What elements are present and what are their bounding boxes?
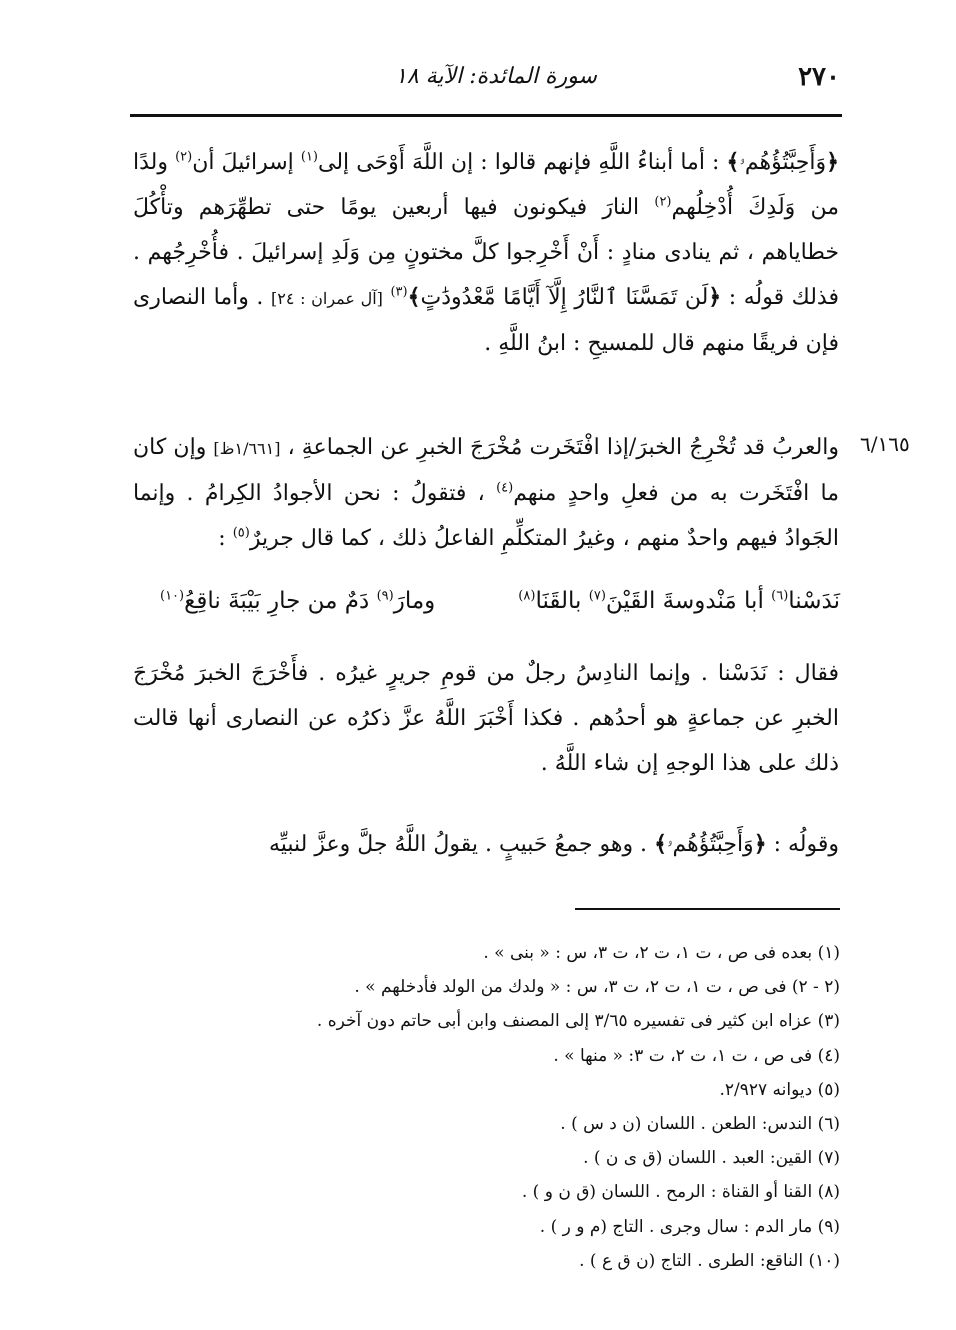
- paragraph-1: ﴿وَأَحِبَّتُؤُهُمۥ﴾ : أما أبناءُ اللَّهِ فإنهم قالوا : إن اللَّهَ أَوْحَى إلى$^{(١)}$ إسرائيلَ أن$^{(٢)}$ ولدًا من وَلَدِكَ أُدْخِلُهم$^{(٢)}$ النارَ فيكونون فيها أربعين يومًا حتى تطهِّرَهم وتأْكُلَ خطاياهم ، ثم ينادى منادٍ : أَنْ أَخْرِجوا كلَّ مختونٍ مِن وَلَدِ إسرائيلَ . فأُخْرِجُهم . فذلك قولُه : ﴿لَن تَمَسَّنَا ٱلنَّارُ إِلَّآ أَيَّامًا مَّعْدُودَٰتٍ﴾$^{(٣)}$ [آل عمران : ٢٤] . وأما النصارى فإن فريقًا منهم قال للمسيحِ : ابنُ اللَّهِ .: [133, 149, 840, 356]
- paragraph-1-text-b: إسرائيلَ أن: [192, 150, 294, 175]
- footnote-ref-5: (٥): [232, 525, 250, 541]
- footnote-ref-10: (١٠): [160, 588, 185, 604]
- page-number: ٢٧٠: [798, 62, 840, 92]
- paragraph-2: [133, 425, 839, 561]
- footnote-rule: [575, 908, 840, 910]
- paragraph-1-text-d: النارَ فيكونون فيها أربعين يومًا حتى تطهِّرَهم وتأْكُلَ خطاياهم ، ثم ينادى منادٍ : أَنْ أَخْرِجوا كلَّ مختونٍ مِن وَلَدِ إسرائيلَ . فأُخْرِجُهم . فذلك قولُه :: [133, 195, 839, 310]
- manuscript-reference: [١/٦٦١ظ]: [213, 439, 281, 458]
- header-rule: [130, 114, 842, 117]
- footnote-5: (٥) ديوانه ٢/٩٢٧.: [719, 1079, 840, 1100]
- poetry-verse: [140, 588, 840, 633]
- verse-reference: [آل عمران : ٢٤]: [270, 289, 383, 308]
- margin-reference: ٦/١٦٥: [860, 432, 910, 456]
- paragraph-3: فقال : نَدَسْنا . وإنما النادِسُ رجلٌ من قومِ جريرٍ غيرُه . فأَخْرَجَ الخبرَ مُخْرَجَ الخبرِ عن جماعةٍ هو أحدُهم . فكذا أَخْبَرَ اللَّهُ عزَّ ذكرُه عن النصارى أنها قالت ذلك على هذا الوجهِ إن شاء اللَّهُ .: [133, 661, 839, 776]
- footnote-ref-2b: (٢): [654, 194, 672, 210]
- paragraph-4-text-b: . وهو جمعُ حَبيبٍ . يقولُ اللَّهُ جلَّ وعزَّ لنبيِّه: [268, 832, 648, 857]
- quran-verse-quote: لَن تَمَسَّنَا ٱلنَّارُ إِلَّآ أَيَّامًا مَّعْدُودَٰتٍ: [420, 285, 709, 310]
- footnotes: [300, 936, 840, 1278]
- paragraph-1-text-e: . وأما النصارى فإن فريقًا منهم قال للمسيحِ : ابنُ اللَّهِ .: [133, 285, 839, 356]
- footnote-ref-1: (١): [300, 149, 318, 165]
- running-title: سورة المائدة: الآية ١٨: [395, 64, 597, 89]
- page-header: [130, 58, 840, 108]
- paragraph-4-text-a: وقولُه :: [773, 832, 839, 857]
- footnote-ref-8: (٨): [518, 588, 536, 604]
- footnote-ref-4: (٤): [496, 480, 514, 496]
- footnote-ref-9: (٩): [376, 588, 394, 604]
- paragraph-1-text-c: ولدًا من وَلَدِكَ أُدْخِلُهم: [133, 150, 840, 220]
- footnote-ref-7: (٧): [588, 588, 606, 604]
- footnote-2: (٢ - ٢) فى ص ، ت ١، ت ٢، ت ٣، س : « ولدك من الولد فأدخلهم » .: [354, 977, 840, 998]
- footnote-4: (٤) فى ص ، ت ١، ت ٢، ت ٣: « منها » .: [553, 1045, 840, 1066]
- verse-phrase-abu-mandusa: أبا مَنْدوسةَ القَيْنَ: [605, 588, 764, 614]
- footnote-8: (٨) القنا أو القناة : الرمح . اللسان (ق ن و ) .: [521, 1182, 840, 1203]
- paragraph-2-text-b: وإن كان ما افْتَخَرت به من فعلِ واحدٍ منهم: [133, 435, 839, 506]
- footnote-ref-3: (٣): [390, 284, 408, 300]
- verse-second-hemistich: [160, 588, 435, 614]
- verse-phrase-dam: دَمٌ من جارِ بَيْبَةَ ناقِعُ: [184, 588, 370, 614]
- verse-first-hemistich: [518, 588, 840, 614]
- footnote-ref-6: (٦): [771, 588, 789, 604]
- footnote-7: (٧) القين: العبد . اللسان (ق ى ن ) .: [583, 1148, 840, 1169]
- footnote-10: (١٠) الناقع: الطرى . التاج (ن ق ع ) .: [579, 1250, 840, 1271]
- paragraph-4: وقولُه : ﴿وَأَحِبَّتُؤُهُمۥ﴾ . وهو جمعُ حَبيبٍ . يقولُ اللَّهُ جلَّ وعزَّ لنبيِّه: [268, 831, 839, 857]
- verse-word-bilqana: بالقَنَا: [535, 588, 582, 614]
- footnote-6: (٦) الندس: الطعن . اللسان (ن د س ) .: [560, 1114, 840, 1135]
- paragraph-2-text-d: :: [218, 526, 226, 551]
- footnote-ref-2a: (٢): [175, 149, 193, 165]
- verse-word-wamara: ومارَ: [393, 588, 436, 614]
- paragraph-1-text-a: : أما أبناءُ اللَّهِ فإنهم قالوا : إن اللَّهَ أَوْحَى إلى: [318, 150, 720, 175]
- quran-quote-word: وَأَحِبَّتُؤُهُمۥ: [739, 150, 827, 175]
- verse-word-nadasna: نَدَسْنا: [788, 588, 840, 614]
- quran-quote-word-2: وَأَحِبَّتُؤُهُمۥ: [666, 832, 754, 857]
- footnote-3: (٣) عزاه ابن كثير فى تفسيره ٣/٦٥ إلى المصنف وابن أبى حاتم دون آخره .: [316, 1011, 840, 1032]
- paragraph-2-text-a: والعربُ قد تُخْرِجُ الخبرَ/إذا افْتَخَرت مُخْرَجَ الخبرِ عن الجماعةِ ،: [287, 435, 840, 460]
- footnote-1: (١) بعده فى ص ، ت ١، ت ٢، ت ٣، س : « بنى » .: [483, 943, 840, 963]
- footnote-9: (٩) مار الدم : سال وجرى . التاج (م و ر ) .: [539, 1216, 840, 1237]
- paragraph-2-text-c: ، فتقولُ : نحن الأجوادُ الكِرامُ . وإنما الجَوادُ فيهم واحدٌ منهم ، وغيرُ المتكلِّمِ الفاعلُ ذلك ، كما قال جريرٌ: [133, 481, 839, 551]
